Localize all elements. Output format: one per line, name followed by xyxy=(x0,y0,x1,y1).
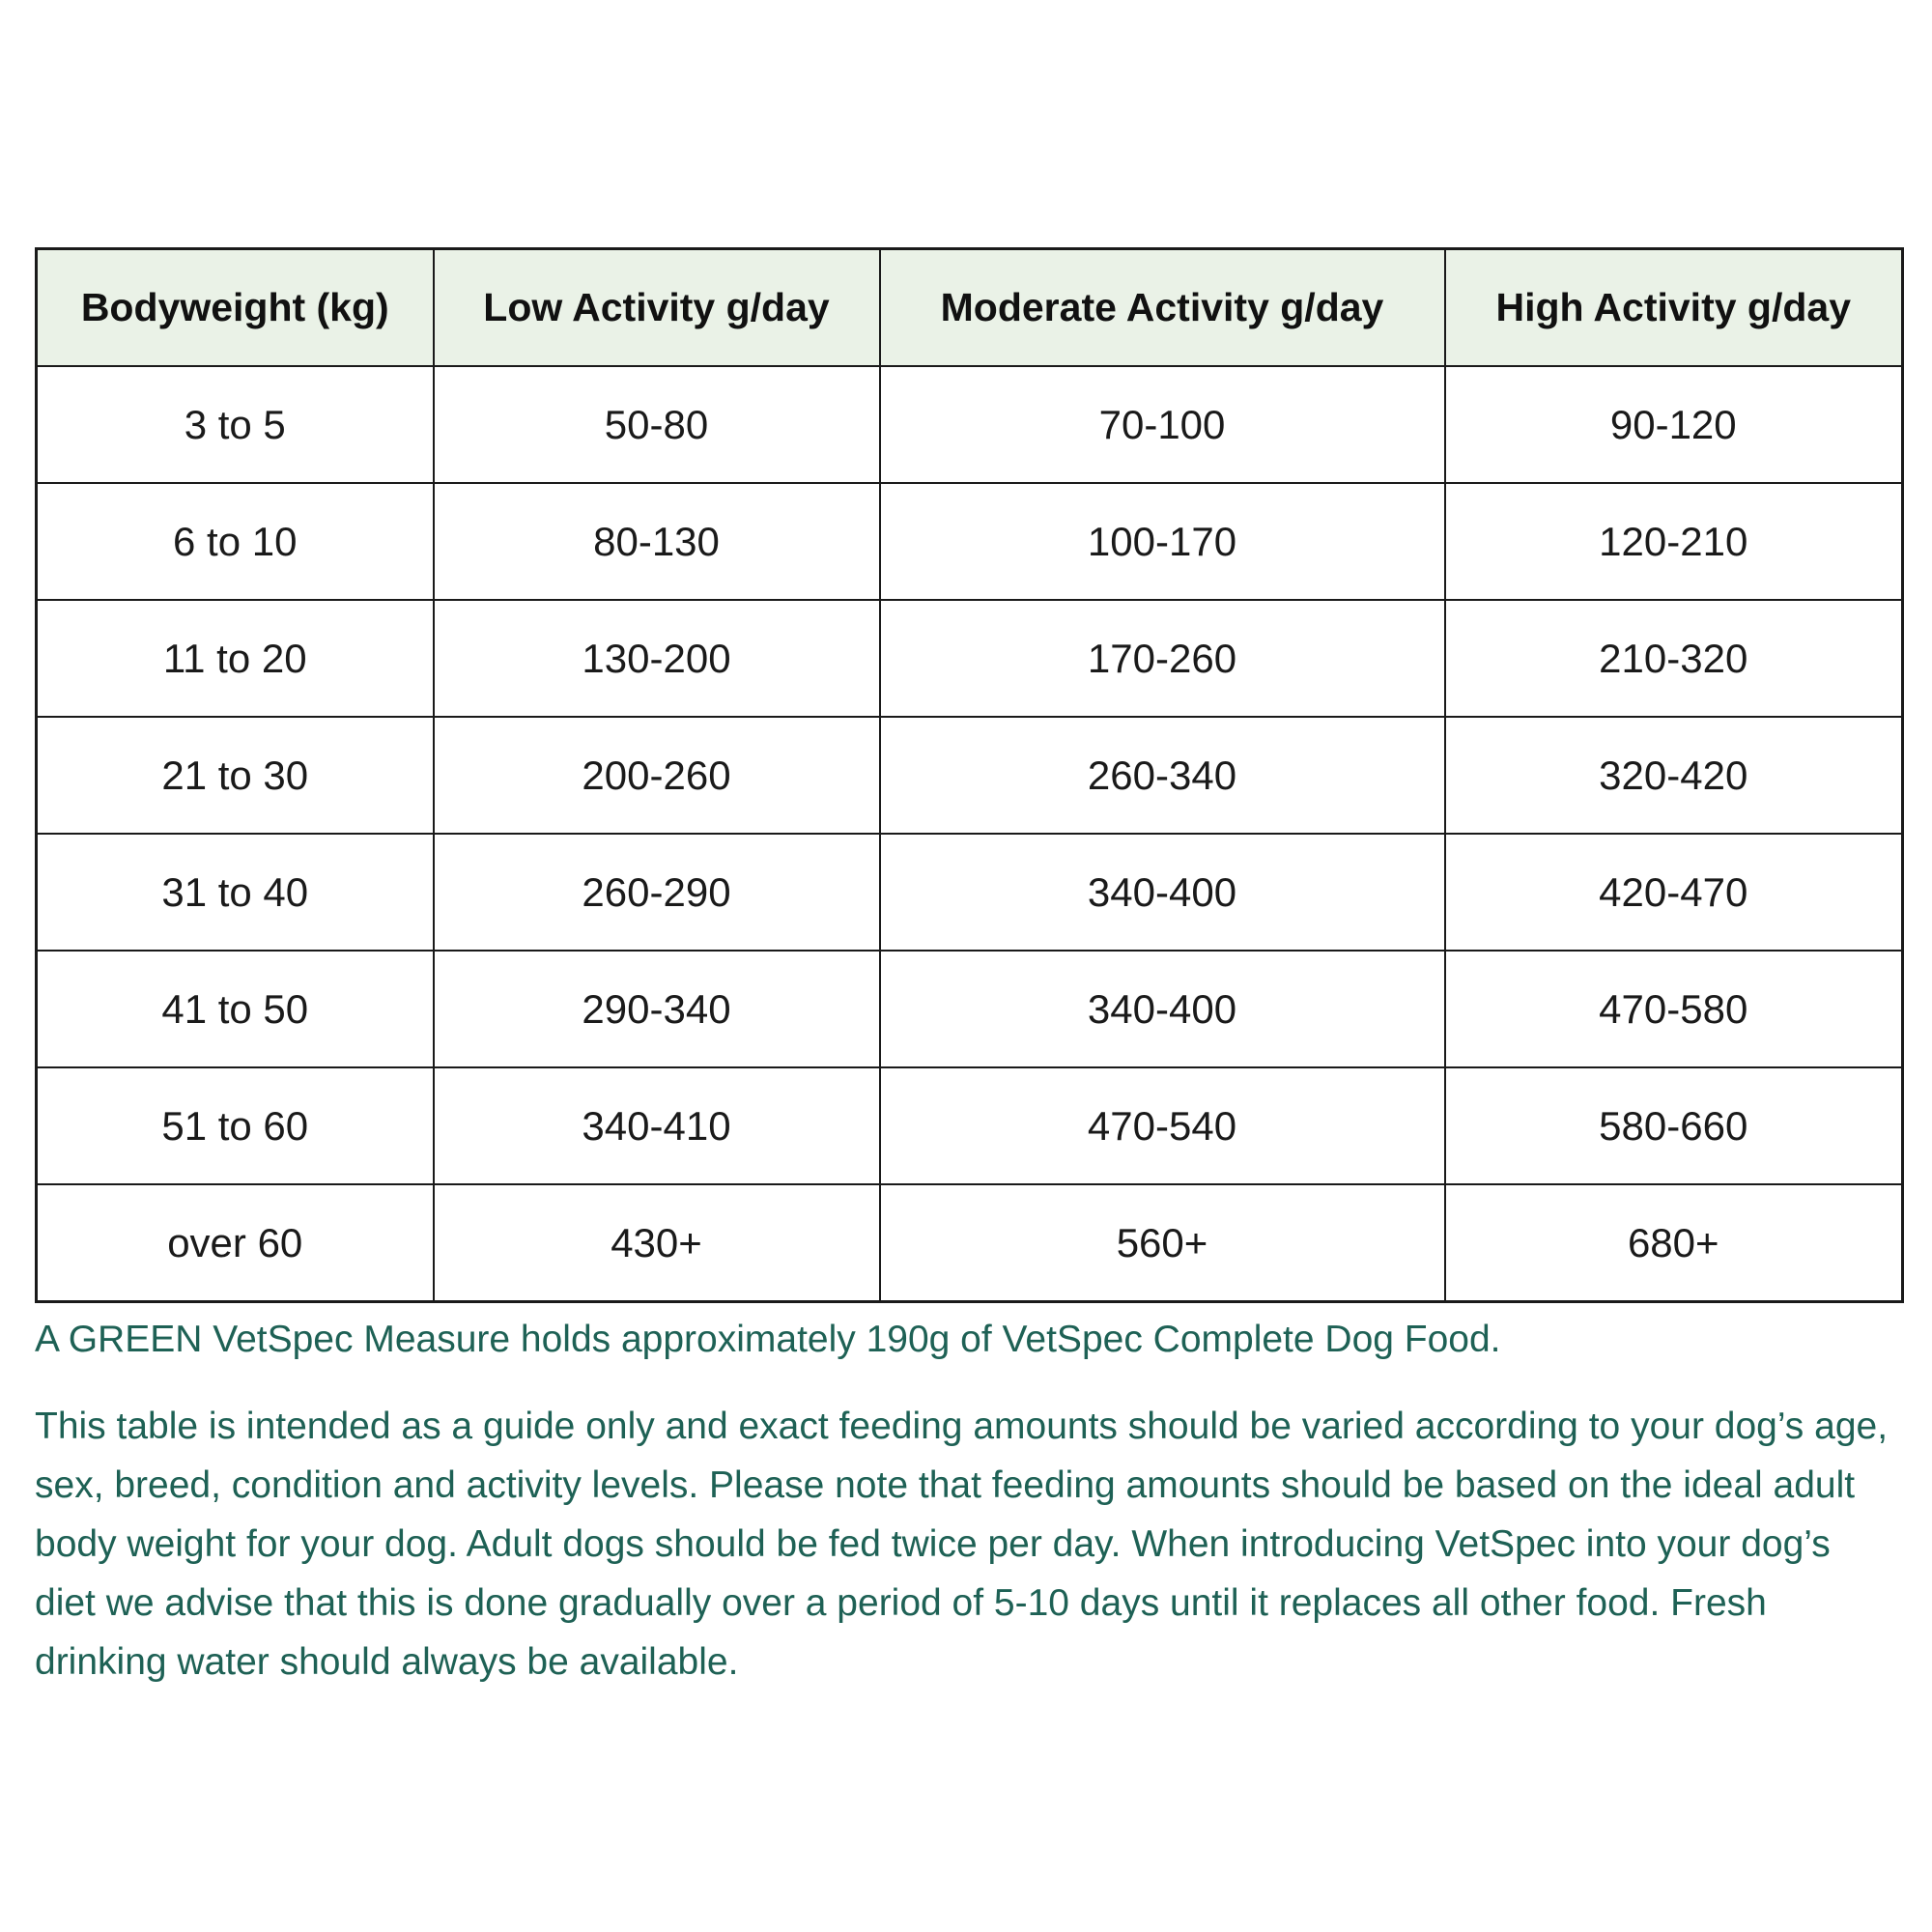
cell-high-activity: 90-120 xyxy=(1445,366,1903,483)
cell-low-activity: 50-80 xyxy=(434,366,880,483)
cell-low-activity: 340-410 xyxy=(434,1067,880,1184)
cell-high-activity: 210-320 xyxy=(1445,600,1903,717)
cell-bodyweight: over 60 xyxy=(37,1184,434,1302)
table-row xyxy=(37,1067,1903,1184)
table-row xyxy=(37,1184,1903,1302)
cell-moderate-activity: 170-260 xyxy=(880,600,1445,717)
table-row xyxy=(37,717,1903,834)
cell-low-activity: 200-260 xyxy=(434,717,880,834)
cell-moderate-activity: 340-400 xyxy=(880,951,1445,1067)
cell-high-activity: 420-470 xyxy=(1445,834,1903,951)
header-high-activity: High Activity g/day xyxy=(1445,249,1903,367)
table-row xyxy=(37,600,1903,717)
cell-bodyweight: 41 to 50 xyxy=(37,951,434,1067)
cell-bodyweight: 11 to 20 xyxy=(37,600,434,717)
header-bodyweight: Bodyweight (kg) xyxy=(37,249,434,367)
cell-moderate-activity: 70-100 xyxy=(880,366,1445,483)
cell-bodyweight: 6 to 10 xyxy=(37,483,434,600)
cell-low-activity: 80-130 xyxy=(434,483,880,600)
cell-moderate-activity: 340-400 xyxy=(880,834,1445,951)
cell-high-activity: 120-210 xyxy=(1445,483,1903,600)
cell-low-activity: 430+ xyxy=(434,1184,880,1302)
cell-high-activity: 680+ xyxy=(1445,1184,1903,1302)
measure-note: A GREEN VetSpec Measure holds approximately 190g of VetSpec Complete Dog Food. xyxy=(35,1319,1501,1360)
cell-high-activity: 320-420 xyxy=(1445,717,1903,834)
table-row xyxy=(37,366,1903,483)
cell-high-activity: 580-660 xyxy=(1445,1067,1903,1184)
cell-moderate-activity: 470-540 xyxy=(880,1067,1445,1184)
table-row xyxy=(37,951,1903,1067)
cell-high-activity: 470-580 xyxy=(1445,951,1903,1067)
table-row xyxy=(37,834,1903,951)
cell-bodyweight: 51 to 60 xyxy=(37,1067,434,1184)
feeding-guide-note: This table is intended as a guide only and exact feeding amounts should be varied according to your dog’s age, sex, breed, condition and activity levels. Please note that feeding amounts should be based on the ideal adult body weight for your dog. Adult dogs should be fed twice per day. When introducing VetSpec into your dog’s diet we advise that this is done gradually over a period of 5-10 days until it replaces all other food. Fresh drinking water should always be available. xyxy=(35,1406,1889,1683)
cell-low-activity: 130-200 xyxy=(434,600,880,717)
table-row xyxy=(37,483,1903,600)
cell-moderate-activity: 100-170 xyxy=(880,483,1445,600)
header-moderate-activity: Moderate Activity g/day xyxy=(880,249,1445,367)
cell-bodyweight: 3 to 5 xyxy=(37,366,434,483)
cell-moderate-activity: 560+ xyxy=(880,1184,1445,1302)
feeding-guide-table xyxy=(35,247,1904,1303)
cell-bodyweight: 31 to 40 xyxy=(37,834,434,951)
cell-low-activity: 260-290 xyxy=(434,834,880,951)
cell-bodyweight: 21 to 30 xyxy=(37,717,434,834)
header-low-activity: Low Activity g/day xyxy=(434,249,880,367)
cell-moderate-activity: 260-340 xyxy=(880,717,1445,834)
table-header-row xyxy=(37,249,1903,367)
cell-low-activity: 290-340 xyxy=(434,951,880,1067)
